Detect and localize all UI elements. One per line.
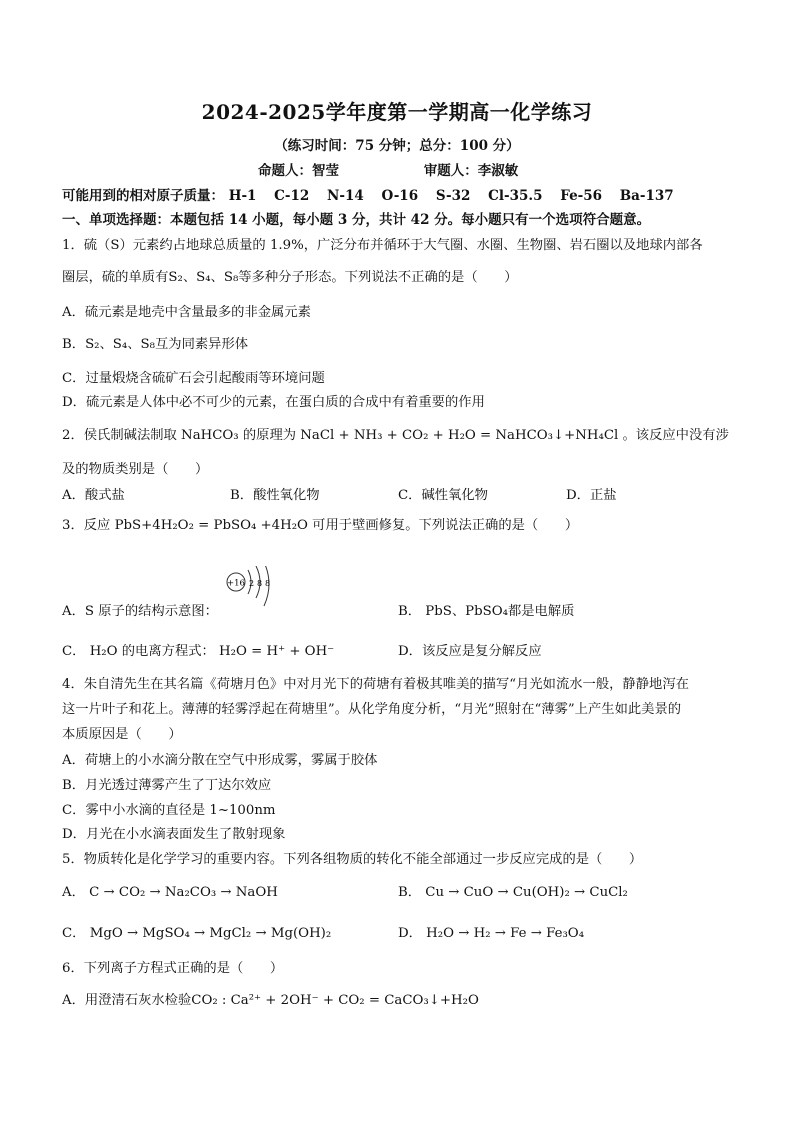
atomic-mass: Cl-35.5 (488, 188, 543, 204)
question-3-option-b: B． PbS、PbSO₄都是电解质 (398, 604, 575, 619)
question-5-option-d: D． H₂O → H₂ → Fe → Fe₃O₄ (398, 926, 585, 941)
question-3-option-c: C． H₂O 的电离方程式： H₂O = H⁺ + OH⁻ (62, 644, 335, 659)
question-4-stem-cont: 这一片叶子和花上。薄薄的轻雾浮起在荷塘里”。从化学角度分析，“月光”照射在“薄雾”上产生如此美景的 (62, 702, 682, 717)
question-3-option-a: A．S 原子的结构示意图： (62, 604, 218, 619)
author: 命题人：智莹 (258, 163, 339, 179)
question-1-option-d: D．硫元素是人体中必不可少的元素，在蛋白质的合成中有着重要的作用 (62, 395, 485, 410)
question-4-option-a: A．荷塘上的小水滴分散在空气中形成雾，雾属于胶体 (62, 753, 378, 768)
question-1-stem: 1．硫（S）元素约占地球总质量的 1.9%，广泛分布并循环于大气圈、水圈、生物圈、岩石圈以及地球内部各 (62, 238, 703, 253)
atomic-mass: C-12 (274, 188, 310, 204)
question-5-stem: 5．物质转化是化学学习的重要内容。下列各组物质的转化不能全部通过一步反应完成的是（ ） (62, 852, 643, 867)
question-4-stem: 4．朱自清先生在其名篇《荷塘月色》中对月光下的荷塘有着极其唯美的描写“月光如流水一般，静静地泻在 (62, 677, 689, 692)
shell-electron-count: 8 (265, 579, 271, 588)
nucleus-charge: +16 (227, 578, 245, 589)
question-1-option-c: C．过量煅烧含硫矿石会引起酸雨等环境问题 (62, 371, 325, 386)
shell-electron-count: 8 (257, 579, 263, 588)
question-4-option-b: B．月光透过薄雾产生了丁达尔效应 (62, 778, 272, 793)
exam-title: 2024-2025学年度第一学期高一化学练习 (201, 100, 593, 124)
question-5-option-a: A． C → CO₂ → Na₂CO₃ → NaOH (62, 885, 278, 900)
atomic-mass: H-1 (228, 188, 257, 204)
atomic-masses (62, 184, 687, 204)
atomic-mass: S-32 (435, 188, 471, 204)
question-3-stem: 3．反应 PbS+4H₂O₂ = PbSO₄ +4H₂O 可用于壁画修复。下列说法正确的是（ ） (62, 518, 579, 533)
atomic-mass: O-16 (381, 188, 419, 204)
question-5-option-b: B． Cu → CuO → Cu(OH)₂ → CuCl₂ (398, 885, 628, 900)
atomic-mass: Fe-56 (560, 188, 603, 204)
authors-line (258, 159, 518, 179)
exam-subtitle: （练习时间：75 分钟；总分：100 分） (274, 138, 520, 154)
question-5-option-c: C． MgO → MgSO₄ → MgCl₂ → Mg(OH)₂ (62, 926, 332, 941)
question-1-option-b: B．S₂、S₄、S₈互为同素异形体 (62, 337, 249, 352)
question-2-option-a: A．酸式盐 (62, 488, 125, 503)
question-6-stem: 6．下列离子方程式正确的是（ ） (62, 961, 284, 976)
question-4-option-c: C．雾中小水滴的直径是 1~100nm (62, 803, 276, 818)
question-1-option-a: A．硫元素是地壳中含量最多的非金属元素 (62, 305, 311, 320)
question-2-option-c: C．碱性氧化物 (398, 488, 488, 503)
question-2-stem: 2．侯氏制碱法制取 NaHCO₃ 的原理为 NaCl + NH₃ + CO₂ + H₂O = NaHCO₃↓+NH₄Cl 。该反应中没有涉 (62, 428, 729, 443)
atomic-mass: N-14 (327, 188, 364, 204)
question-2-option-d: D．正盐 (566, 488, 617, 503)
section-heading: 一、单项选择题：本题包括 14 小题，每小题 3 分，共计 42 分。每小题只有一个选项符合题意。 (62, 212, 651, 228)
atomic-mass: Ba-137 (619, 188, 674, 204)
sulfur-atom-structure-diagram (224, 566, 284, 610)
question-4-stem-cont: 本质原因是（ ） (62, 727, 182, 742)
atomic-masses-label: 可能用到的相对原子质量： (62, 188, 224, 204)
question-6-option-a: A．用澄清石灰水检验CO₂ : Ca²⁺ + 2OH⁻ + CO₂ = CaCO₃↓+H₂O (62, 993, 479, 1008)
question-2-option-b: B．酸性氧化物 (230, 488, 320, 503)
question-1-stem-cont: 圈层，硫的单质有S₂、S₄、S₈等多种分子形态。下列说法不正确的是（ ） (62, 270, 518, 285)
question-4-option-d: D．月光在小水滴表面发生了散射现象 (62, 827, 286, 842)
reviewer: 审题人：李淑敏 (423, 163, 519, 179)
question-3-option-d: D．该反应是复分解反应 (398, 644, 542, 659)
shell-electron-count: 2 (249, 579, 255, 588)
question-2-stem-cont: 及的物质类别是（ ） (62, 462, 209, 477)
